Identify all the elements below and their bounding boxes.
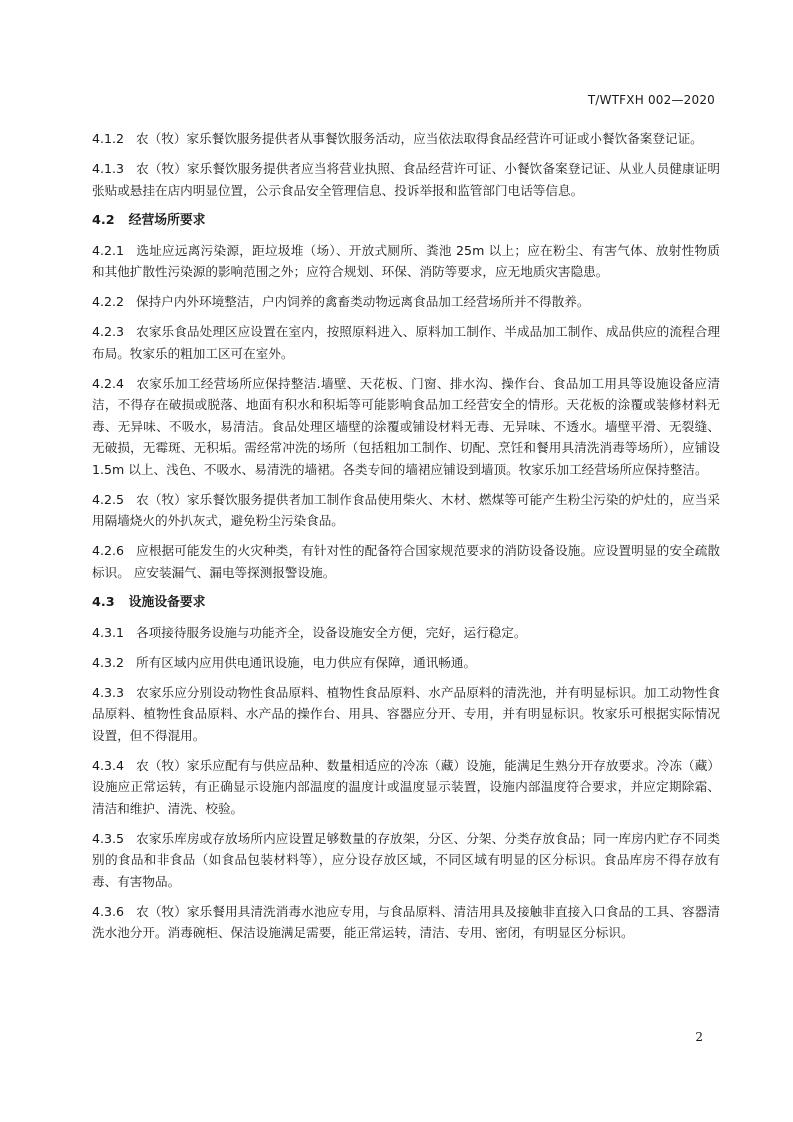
clause-number: 4.3.1 [92, 624, 125, 640]
clause-number: 4.3.5 [92, 830, 125, 846]
clause-paragraph [92, 540, 720, 583]
clause-text: 农家乐库房或存放场所内应设置足够数量的存放架，分区、分架、分类存放食品；同一库房内贮存不同类别的食品和非食品（如食品包装材料等），应分设存放区域，不同区域有明显的区分标识。食品库房不得存放有毒、有害物品。 [92, 830, 720, 889]
section-heading [92, 592, 720, 614]
clause-paragraph [92, 901, 720, 944]
section-title: 经营场所要求 [128, 212, 206, 228]
clause-number: 4.2 [92, 212, 115, 228]
clause-text: 农（牧）家乐餐用具清洗消毒水池应专用，与食品原料、清洁用具及接触非直接入口食品的工具、容器清洗水池分开。消毒碗柜、保洁设施满足需要，能正常运转，清洁、专用、密闭，有明显区分标识。 [92, 903, 720, 940]
clause-paragraph [92, 682, 720, 747]
clause-paragraph [92, 291, 720, 313]
clause-text: 农（牧）家乐餐饮服务提供者从事餐饮服务活动，应当依法取得食品经营许可证或小餐饮备案登记证。 [136, 131, 703, 146]
clause-number: 4.3.3 [92, 684, 125, 700]
clause-paragraph [92, 240, 720, 283]
clause-paragraph [92, 321, 720, 364]
clause-text: 农家乐食品处理区应设置在室内，按照原料进入、原料加工制作、半成品加工制作、成品供应的流程合理布局。牧家乐的粗加工区可在室外。 [92, 324, 720, 361]
clause-text: 选址应远离污染源，距垃圾堆（场）、开放式厕所、粪池 25m 以上；应在粉尘、有害气体、放射性物质和其他扩散性污染源的影响范围之外；应符合规划、环保、消防等要求，应无地质灾害隐患。 [92, 242, 720, 279]
clause-number: 4.3.6 [92, 903, 125, 919]
clause-paragraph [92, 489, 720, 532]
clause-number: 4.2.2 [92, 294, 125, 309]
clause-text: 农（牧）家乐应配有与供应品种、数量相适应的冷冻（藏）设施，能满足生熟分开存放要求。冷冻（藏）设施应正常运转，有正确显示设施内部温度的温度计或温度显示装置，设施内部温度符合要求，并应定期除霜、清洁和维护、清洗、校验。 [92, 757, 720, 816]
clause-paragraph [92, 158, 720, 201]
clause-text: 应根据可能发生的火灾种类，有针对性的配备符合国家规范要求的消防设备设施。应设置明显的安全疏散标识。 应安装漏气、漏电等探测报警设施。 [92, 543, 720, 580]
clause-number: 4.3.4 [92, 757, 125, 773]
clause-number: 4.1.3 [92, 161, 125, 176]
section-heading [92, 210, 720, 232]
clause-number: 4.2.5 [92, 491, 125, 507]
clause-text: 农家乐加工经营场所应保持整洁.墙壁、天花板、门窗、排水沟、操作台、食品加工用具等设施设备应清洁，不得存在破损或脱落、地面有积水和积垢等可能影响食品加工经营安全的情形。天花板的涂覆或装修材料无毒、无异味、不吸水，易清洁。食品处理区墙壁的涂覆或铺设材料无毒、无异味、不透水。墙壁平滑、无裂缝、无破损，无霉斑、无积垢。需经常冲洗的场所（包括粗加工制作、切配、烹饪和餐用具清洗消毒等场所），应铺设 1.5m 以上、浅色、不吸水、易清洗的墙裙。各类专间的墙裙应铺设到墙顶。牧家乐加工经营场所应保持整洁。 [92, 375, 720, 477]
clause-paragraph [92, 373, 720, 481]
clause-text: 农（牧）家乐餐饮服务提供者应当将营业执照、食品经营许可证、小餐饮备案登记证、从业人员健康证明张贴或悬挂在店内明显位置，公示食品安全管理信息、投诉举报和监管部门电话等信息。 [92, 161, 720, 198]
clause-number: 4.3.2 [92, 654, 125, 670]
clause-text: 所有区域内应用供电通讯设施，电力供应有保障，通讯畅通。 [136, 654, 477, 670]
clause-number: 4.2.1 [92, 242, 125, 258]
clause-number: 4.1.2 [92, 131, 125, 146]
clause-number: 4.2.6 [92, 543, 125, 558]
section-title: 设施设备要求 [128, 594, 206, 610]
document-body [92, 128, 720, 952]
clause-text: 农（牧）家乐餐饮服务提供者加工制作食品使用柴火、木材、燃煤等可能产生粉尘污染的炉灶的，应当采用隔墙烧火的外扒灰式，避免粉尘污染食品。 [92, 491, 720, 528]
clause-paragraph [92, 622, 720, 644]
clause-text: 保持户内外环境整洁，户内饲养的禽畜类动物远离食品加工经营场所并不得散养。 [136, 294, 590, 309]
clause-text: 各项接待服务设施与功能齐全，设备设施安全方便，完好，运行稳定。 [136, 624, 527, 640]
clause-number: 4.2.4 [92, 375, 125, 391]
clause-paragraph [92, 652, 720, 674]
document-code-header: T/WTFXH 002—2020 [587, 93, 715, 107]
clause-paragraph [92, 828, 720, 893]
clause-paragraph [92, 128, 720, 150]
page-number: 2 [695, 1030, 703, 1044]
clause-text: 农家乐应分别设动物性食品原料、植物性食品原料、水产品原料的清洗池，并有明显标识。加工动物性食品原料、植物性食品原料、水产品的操作台、用具、容器应分开、专用，并有明显标识。牧家乐可根据实际情况设置，但不得混用。 [92, 684, 720, 743]
clause-paragraph [92, 755, 720, 820]
clause-number: 4.2.3 [92, 324, 125, 339]
clause-number: 4.3 [92, 594, 115, 610]
